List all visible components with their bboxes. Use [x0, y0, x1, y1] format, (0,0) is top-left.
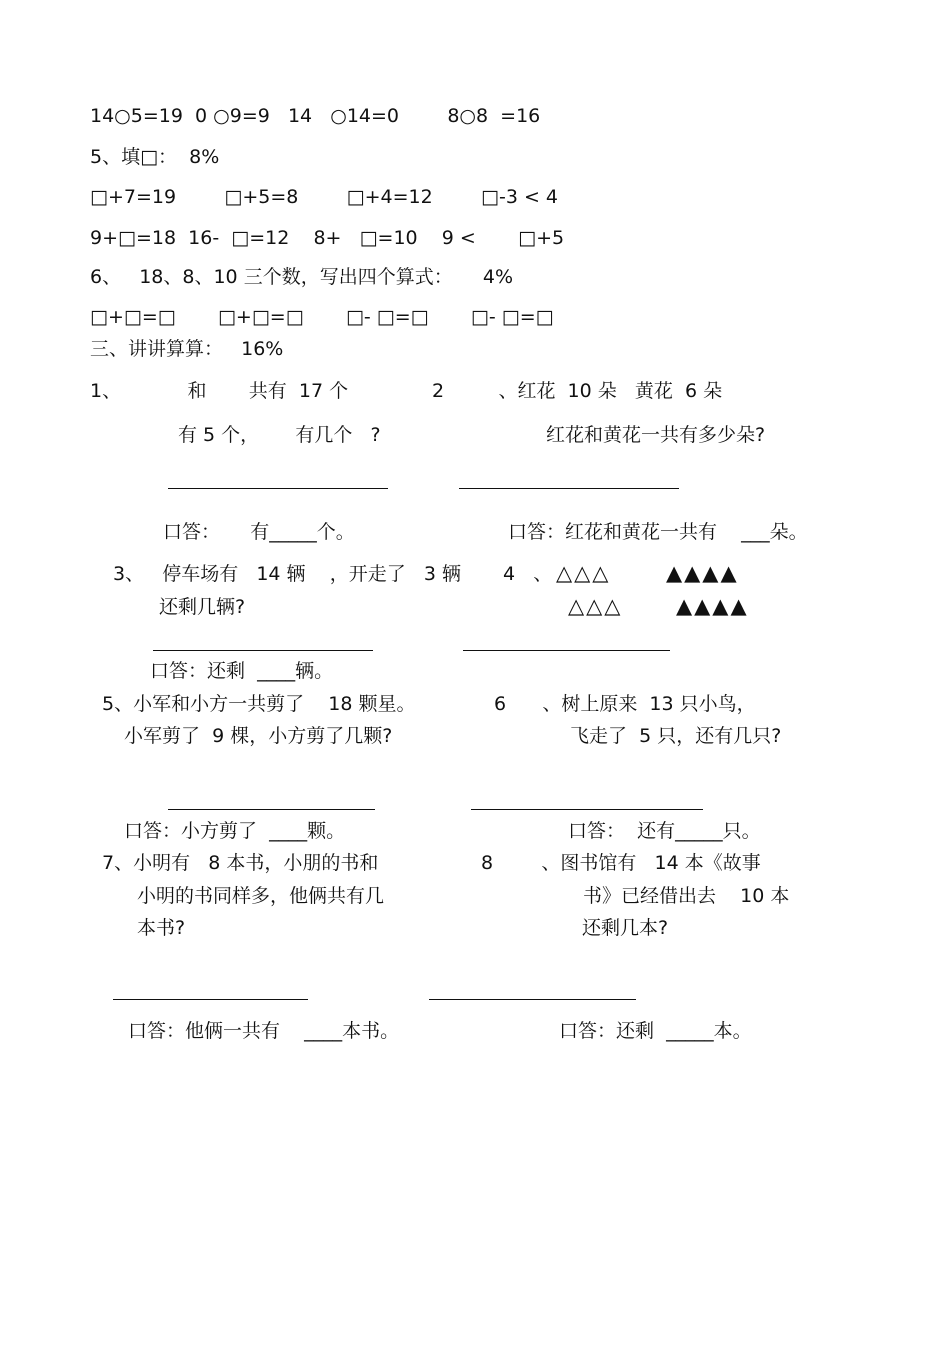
problem-8-line-1: 8 、图书馆有 14 本《故事: [481, 852, 761, 874]
hollow-triangles-row-1: △△△: [556, 561, 611, 585]
problem-5-line-2: 小军剪了 9 棵，小方剪了几颗?: [124, 725, 393, 747]
four-equations-row: □+□=□ □+□=□ □- □=□ □- □=□: [90, 306, 554, 328]
problem-1-line-2: 有 5 个， 有几个 ?: [178, 424, 381, 446]
problem-5-answer-line: [168, 809, 375, 810]
problem-7-line-1: 7、小明有 8 本书，小朋的书和: [102, 852, 379, 874]
problem-4-number: 4 、: [503, 563, 553, 585]
box-fill-row-2: 9+□=18 16- □=12 8+ □=10 9 < □+5: [90, 227, 565, 249]
problem-3-answer-line: [153, 650, 373, 651]
problem-6-line-1: 6 、树上原来 13 只小鸟，: [494, 693, 756, 715]
part-3-heading: 三、讲讲算算： 16%: [90, 338, 284, 360]
problem-6-line-2: 飞走了 5 只，还有几只?: [570, 725, 782, 747]
problem-8-oral-answer: 口答：还剩 _____本。: [559, 1020, 752, 1042]
problem-4-answer-line: [463, 650, 670, 651]
problem-2-line-2: 红花和黄花一共有多少朵?: [546, 424, 766, 446]
problem-1-answer-line: [168, 488, 388, 489]
problem-8-line-2: 书》已经借出去 10 本: [583, 885, 790, 907]
problem-7-line-3: 本书?: [137, 917, 186, 939]
section-5-heading: 5、填□： 8%: [90, 146, 220, 168]
problem-1-oral-answer: 口答： 有_____个。: [163, 521, 355, 543]
hollow-triangles-row-2: △△△: [568, 594, 623, 618]
problem-7-line-2: 小明的书同样多，他俩共有几: [137, 885, 385, 907]
problem-2-line-1: 2 、红花 10 朵 黄花 6 朵: [432, 380, 723, 402]
solid-triangles-row-1: ▲▲▲▲: [666, 561, 739, 585]
problem-3-line-1: 3、 停车场有 14 辆 ，开走了 3 辆: [113, 563, 461, 585]
problem-6-answer-line: [471, 809, 703, 810]
problem-1-line-1: 1、 和 共有 17 个: [90, 380, 349, 402]
problem-5-oral-answer: 口答：小方剪了 ____颗。: [124, 820, 346, 842]
problem-2-answer-line: [459, 488, 679, 489]
problem-8-answer-line: [429, 999, 636, 1000]
problem-7-answer-line: [113, 999, 308, 1000]
problem-2-oral-answer: 口答：红花和黄花一共有 ___朵。: [508, 521, 808, 543]
problem-3-line-2: 还剩几辆?: [159, 596, 246, 618]
problem-6-oral-answer: 口答： 还有_____只。: [568, 820, 761, 842]
box-fill-row-1: □+7=19 □+5=8 □+4=12 □-3 < 4: [90, 186, 559, 208]
problem-5-line-1: 5、小军和小方一共剪了 18 颗星。: [102, 693, 416, 715]
problem-7-oral-answer: 口答：他俩一共有 ____本书。: [128, 1020, 400, 1042]
problem-3-oral-answer: 口答：还剩 ____辆。: [150, 660, 334, 682]
solid-triangles-row-2: ▲▲▲▲: [676, 594, 749, 618]
circle-fill-row: 14○5=19 0 ○9=9 14 ○14=0 8○8 =16: [90, 105, 541, 127]
problem-8-line-3: 还剩几本?: [582, 917, 669, 939]
section-6-heading: 6、 18、8、10 三个数，写出四个算式： 4%: [90, 266, 514, 288]
